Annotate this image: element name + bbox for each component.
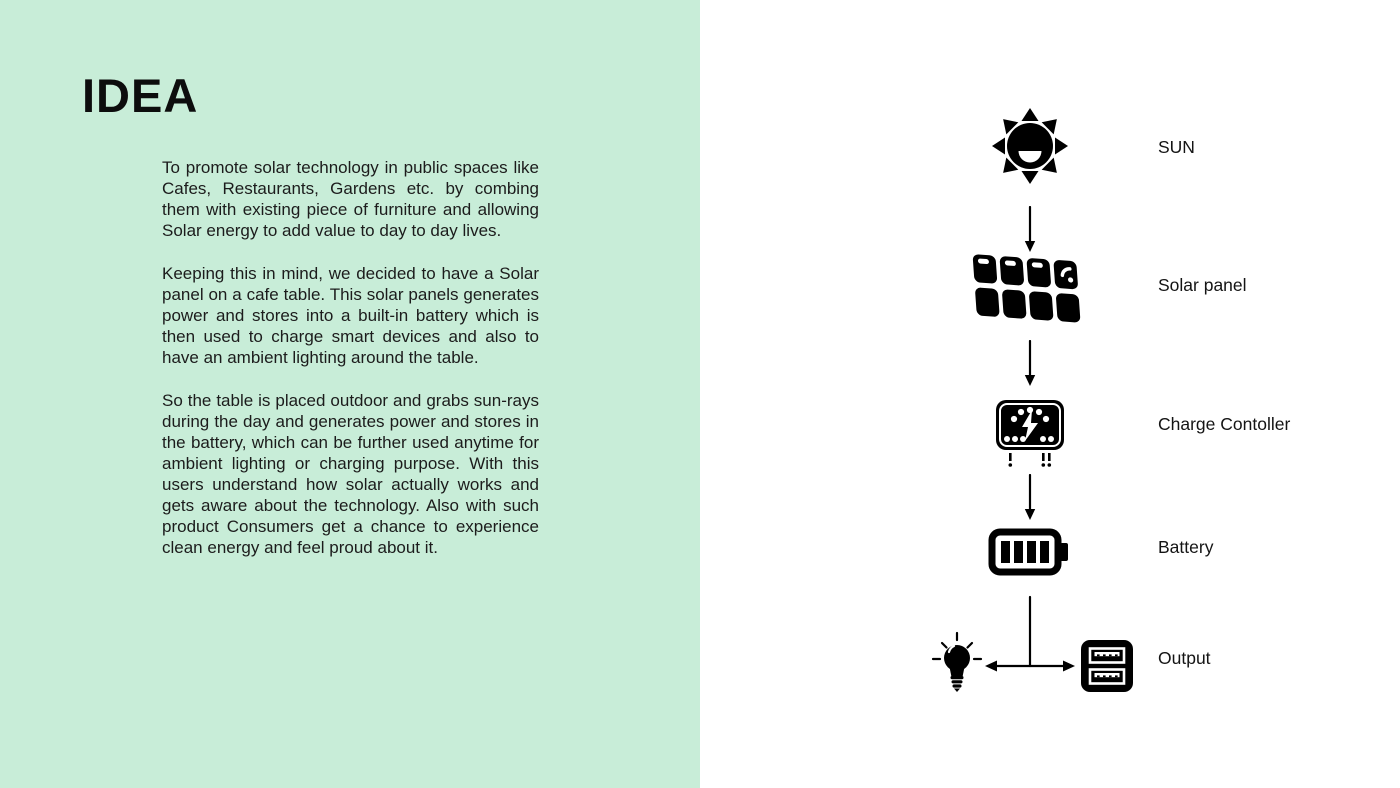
solar-panel-icon [968, 250, 1092, 334]
sun-icon [990, 106, 1070, 186]
idea-paragraphs [162, 157, 539, 580]
arrow-split-connector [980, 594, 1080, 682]
arrow-down-2 [1022, 340, 1038, 386]
diagram-label-output: Output [1158, 648, 1211, 668]
battery-icon [988, 526, 1072, 578]
usb-ports-icon [1081, 640, 1133, 692]
diagram-label-sun: SUN [1158, 137, 1195, 157]
idea-paragraph-1: To promote solar technology in public spaces like Cafes, Restaurants, Gardens etc. by combing them with existing piece of furniture and allowing Solar energy to add value to day to day lives. [162, 158, 539, 240]
arrow-down-3 [1022, 474, 1038, 520]
idea-paragraph-3: So the table is placed outdoor and grabs sun-rays during the day and generates power and stores in the battery, which can be further used anytime for ambient lighting or charging purpose. With this users understand how solar actually works and gets aware about the technology. Also with such product Consumers get a chance to experience clean energy and feel proud about it. [162, 391, 539, 557]
diagram-label-battery: Battery [1158, 537, 1214, 557]
arrow-down-1 [1022, 206, 1038, 252]
diagram-label-solar-panel: Solar panel [1158, 275, 1247, 295]
light-bulb-icon [929, 630, 985, 694]
page-title: IDEA [82, 69, 199, 122]
charge-controller-icon [992, 398, 1068, 470]
flow-diagram-panel [700, 0, 1400, 788]
diagram-label-charge-controller: Charge Contoller [1158, 414, 1291, 434]
idea-paragraph-2: Keeping this in mind, we decided to have a Solar panel on a cafe table. This solar panels generates power and stores into a built-in battery which is then used to charge smart devices and also to have an ambient lighting around the table. [162, 264, 539, 367]
